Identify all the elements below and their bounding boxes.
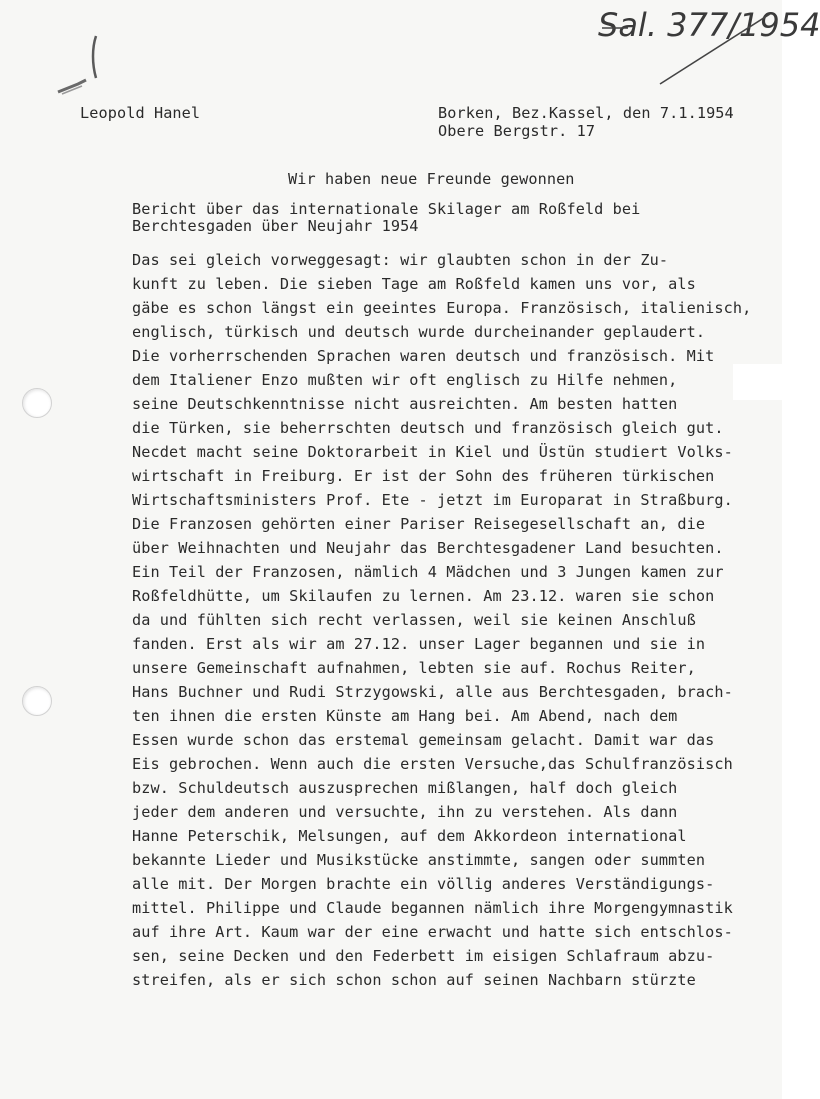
body-line: Hans Buchner und Rudi Strzygowski, alle aus Berchtesgaden, brach-: [132, 683, 733, 701]
reference-mark-text: Sal. 377/1954: [598, 6, 820, 44]
body-line: Essen wurde schon das erstemal gemeinsam gelacht. Damit war das: [132, 731, 715, 749]
body-line: mittel. Philippe und Claude begannen nämlich ihre Morgengymnastik: [132, 899, 733, 917]
body-line: fanden. Erst als wir am 27.12. unser Lager begannen und sie in: [132, 635, 706, 653]
punch-hole-icon: [22, 686, 52, 716]
body-line: Die vorherrschenden Sprachen waren deutsch und französisch. Mit: [132, 347, 715, 365]
body-line: Ein Teil der Franzosen, nämlich 4 Mädchen und 3 Jungen kamen zur: [132, 563, 724, 581]
body-line: jeder dem anderen und versuchte, ihn zu verstehen. Als dann: [132, 803, 678, 821]
subtitle-line: Bericht über das internationale Skilager am Roßfeld bei: [132, 200, 641, 218]
body-line: Die Franzosen gehörten einer Pariser Reisegesellschaft an, die: [132, 515, 706, 533]
body-line: wirtschaft in Freiburg. Er ist der Sohn des früheren türkischen: [132, 467, 715, 485]
body-line: über Weihnachten und Neujahr das Berchtesgadener Land besuchten.: [132, 539, 724, 557]
body-line: gäbe es schon längst ein geeintes Europa. Französisch, italienisch,: [132, 299, 752, 317]
body-line: ten ihnen die ersten Künste am Hang bei. Am Abend, nach dem: [132, 707, 678, 725]
author-name: Leopold Hanel: [80, 104, 201, 122]
body-line: da und fühlten sich recht verlassen, weil sie keinen Anschluß: [132, 611, 696, 629]
body-line: unsere Gemeinschaft aufnahmen, lebten sie auf. Rochus Reiter,: [132, 659, 696, 677]
redaction-patch: [733, 364, 782, 400]
body-line: streifen, als er sich schon schon auf seinen Nachbarn stürzte: [132, 971, 696, 989]
body-line: Roßfeldhütte, um Skilaufen zu lernen. Am 23.12. waren sie schon: [132, 587, 715, 605]
place-date: Borken, Bez.Kassel, den 7.1.1954: [438, 104, 734, 122]
body-line: Wirtschaftsministers Prof. Ete - jetzt im Europarat in Straßburg.: [132, 491, 733, 509]
body-line: Necdet macht seine Doktorarbeit in Kiel und Üstün studiert Volks-: [132, 443, 733, 461]
body-line: seine Deutschkenntnisse nicht ausreichten. Am besten hatten: [132, 395, 678, 413]
staple-icon: [52, 34, 112, 96]
body-line: dem Italiener Enzo mußten wir oft englisch zu Hilfe nehmen,: [132, 371, 678, 389]
reference-mark: [598, 6, 820, 86]
body-line: bzw. Schuldeutsch auszusprechen mißlangen, half doch gleich: [132, 779, 678, 797]
body-line: Hanne Peterschik, Melsungen, auf dem Akkordeon international: [132, 827, 687, 845]
body-line: kunft zu leben. Die sieben Tage am Roßfeld kamen uns vor, als: [132, 275, 696, 293]
body-line: auf ihre Art. Kaum war der eine erwacht und hatte sich entschlos-: [132, 923, 733, 941]
body-line: englisch, türkisch und deutsch wurde durcheinander geplaudert.: [132, 323, 706, 341]
page-title: Wir haben neue Freunde gewonnen: [288, 170, 575, 188]
strike-stroke-icon: [598, 6, 778, 86]
punch-hole-icon: [22, 388, 52, 418]
body-line: alle mit. Der Morgen brachte ein völlig anderes Verständigungs-: [132, 875, 715, 893]
body-line: sen, seine Decken und den Federbett im eisigen Schlafraum abzu-: [132, 947, 715, 965]
body-line: Das sei gleich vorweggesagt: wir glaubten schon in der Zu-: [132, 251, 669, 269]
subtitle-line: Berchtesgaden über Neujahr 1954: [132, 217, 419, 235]
body-line: bekannte Lieder und Musikstücke anstimmte, sangen oder summten: [132, 851, 706, 869]
body-line: Eis gebrochen. Wenn auch die ersten Versuche,das Schulfranzösisch: [132, 755, 733, 773]
street-address: Obere Bergstr. 17: [438, 122, 596, 140]
body-line: die Türken, sie beherrschten deutsch und französisch gleich gut.: [132, 419, 724, 437]
